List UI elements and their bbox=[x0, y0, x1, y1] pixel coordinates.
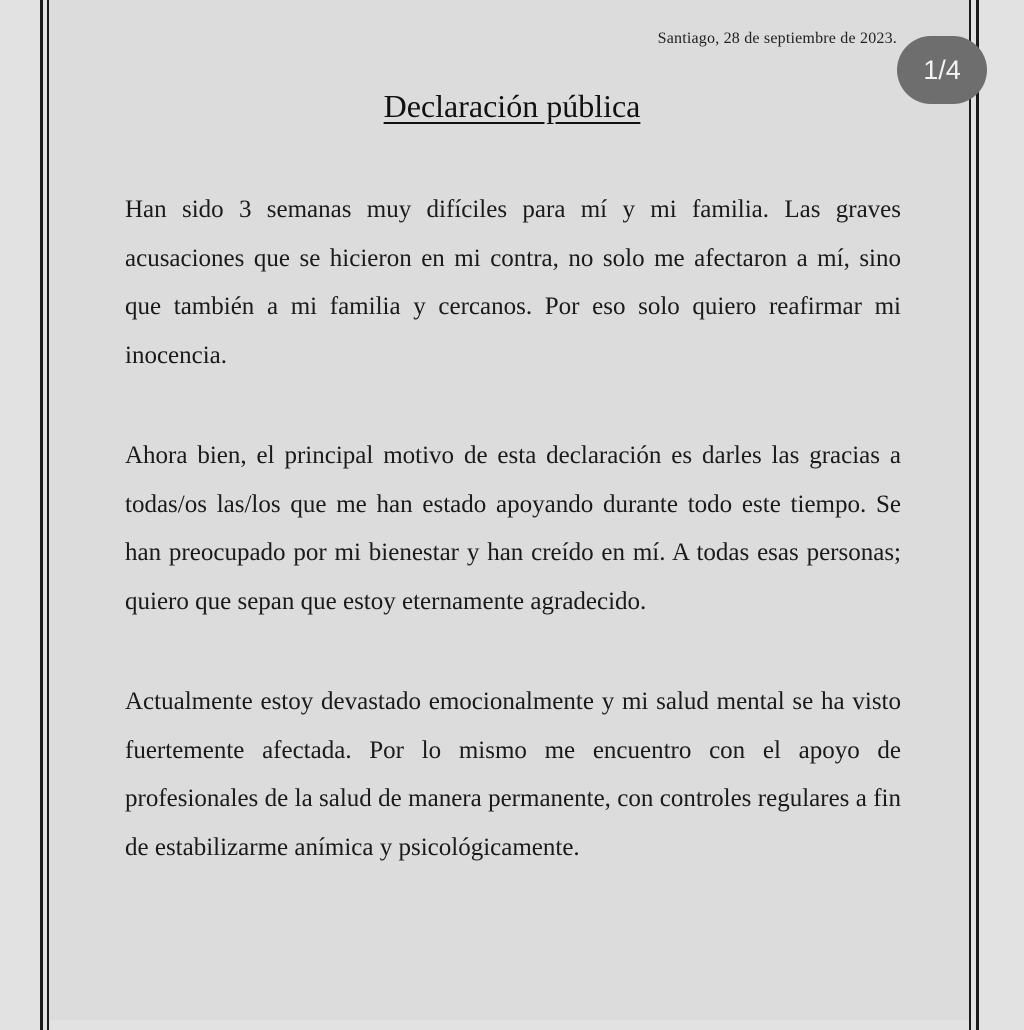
paragraph-3: Actualmente estoy devastado emocionalmente y mi salud mental se ha visto fuertemente afectada. Por lo mismo me encuentro con el apoyo de profesionales de la salud de manera permanente, con controles regulares a fin de estabilizarme anímica y psicológicamente. bbox=[125, 688, 901, 861]
page-indicator-badge[interactable]: 1/4 bbox=[897, 36, 987, 104]
border-line-left-outer bbox=[40, 0, 43, 1030]
border-line-right-outer bbox=[976, 0, 979, 1030]
paragraph-2: Ahora bien, el principal motivo de esta declaración es darles las gracias a todas/os las/los que me han estado apoyando durante todo este tiempo. Se han preocupado por mi bienestar y han creído en mí. A todas esas personas; quiero que sepan que estoy eternamente agradecido. bbox=[125, 442, 901, 615]
border-line-right-inner bbox=[969, 0, 971, 1030]
paragraph-1: Han sido 3 semanas muy difíciles para mí y mi familia. Las graves acusaciones que se hicieron en mi contra, no solo me afectaron a mí, sino que también a mi familia y cercanos. Por eso solo quiero reafirmar mi inocencia. bbox=[125, 196, 901, 369]
document-body bbox=[125, 186, 901, 924]
document-date: Santiago, 28 de septiembre de 2023. bbox=[657, 30, 897, 47]
document-title: Declaración pública bbox=[383, 88, 641, 124]
border-line-left-inner bbox=[47, 0, 49, 1030]
